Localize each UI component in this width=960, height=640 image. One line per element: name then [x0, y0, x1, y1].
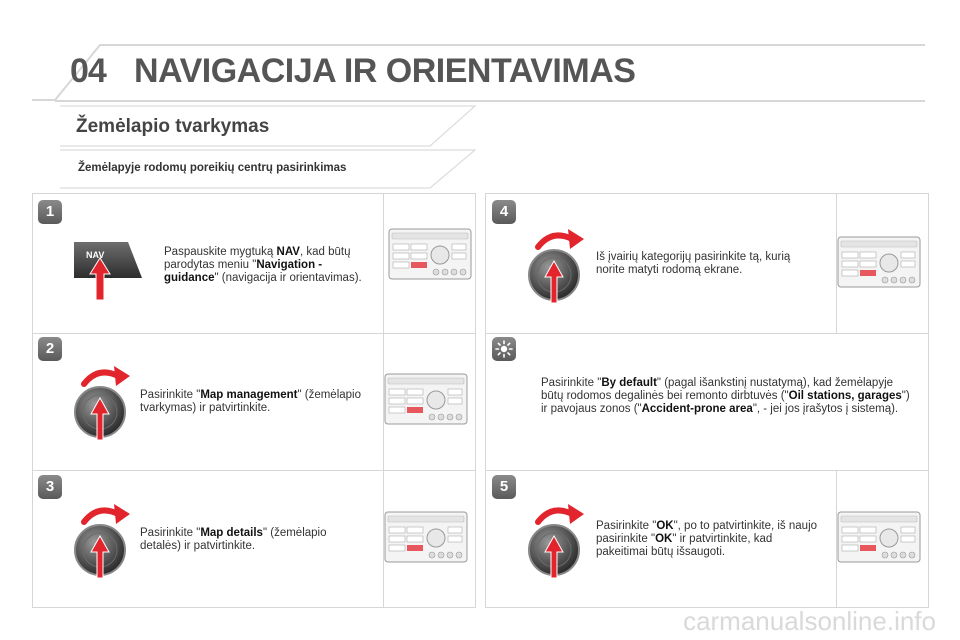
- step-badge-3: 3: [38, 475, 62, 499]
- subsection-title: Žemėlapyje rodomų poreikių centrų pasirinkimas: [78, 162, 347, 174]
- watermark: carmanualsonline.info: [683, 606, 936, 636]
- radio-unit-illustration: [837, 236, 921, 293]
- row-divider: [33, 333, 475, 334]
- radio-unit-illustration: [388, 228, 472, 285]
- radio-unit-illustration: [384, 373, 468, 430]
- radio-unit-illustration: [837, 511, 921, 568]
- row-divider: [486, 333, 928, 334]
- section-banners: [0, 100, 500, 192]
- rotary-knob-icon: [524, 225, 588, 310]
- nav-button-label: NAV: [86, 250, 105, 260]
- radio-unit-illustration: [384, 511, 468, 568]
- step-3-text: Pasirinkite "Map details" (žemėlapio detalės) ir patvirtinkite.: [140, 527, 327, 552]
- step-5-text: Pasirinkite "OK", po to patvirtinkite, iš naujo pasirinkite "OK" ir patvirtinkite, kad pakeitimai būtų išsaugoti.: [596, 520, 818, 558]
- rotary-knob-icon: [524, 500, 588, 585]
- step-badge-5: 5: [492, 475, 516, 499]
- rotary-knob-icon: [70, 500, 134, 585]
- step-badge-1: 1: [38, 200, 62, 224]
- section-title: Žemėlapio tvarkymas: [76, 116, 270, 137]
- step-1-text: Paspauskite mygtuką NAV, kad būtų parodytas meniu "Navigation - guidance" (navigacija ir orientavimas).: [164, 246, 362, 284]
- light-bulb-icon: [492, 337, 516, 361]
- step-2-text: Pasirinkite "Map management" (žemėlapio tvarkymas) ir patvirtinkite.: [140, 389, 361, 414]
- chapter-number: 04: [70, 52, 106, 90]
- row-divider: [33, 470, 475, 471]
- tip-text: Pasirinkite "By default" (pagal išankstinį nustatymą), kad žemėlapyje būtų rodomos degalinės bei remonto dirbtuvės ("Oil stations, garages") ir pavojaus zonos ("Accident-prone area", - jei jos įrašytos į sistemą).: [541, 377, 910, 415]
- step-4-text: Iš įvairių kategorijų pasirinkite tą, kurią norite matyti rodomą ekrane.: [596, 251, 791, 276]
- rotary-knob-icon: [70, 362, 134, 447]
- nav-button-icon: [72, 238, 144, 309]
- column-divider: [383, 194, 384, 333]
- header-rule: [55, 100, 925, 102]
- chapter-title: NAVIGACIJA IR ORIENTAVIMAS: [134, 52, 636, 90]
- step-badge-4: 4: [492, 200, 516, 224]
- row-divider: [486, 470, 928, 471]
- step-badge-2: 2: [38, 337, 62, 361]
